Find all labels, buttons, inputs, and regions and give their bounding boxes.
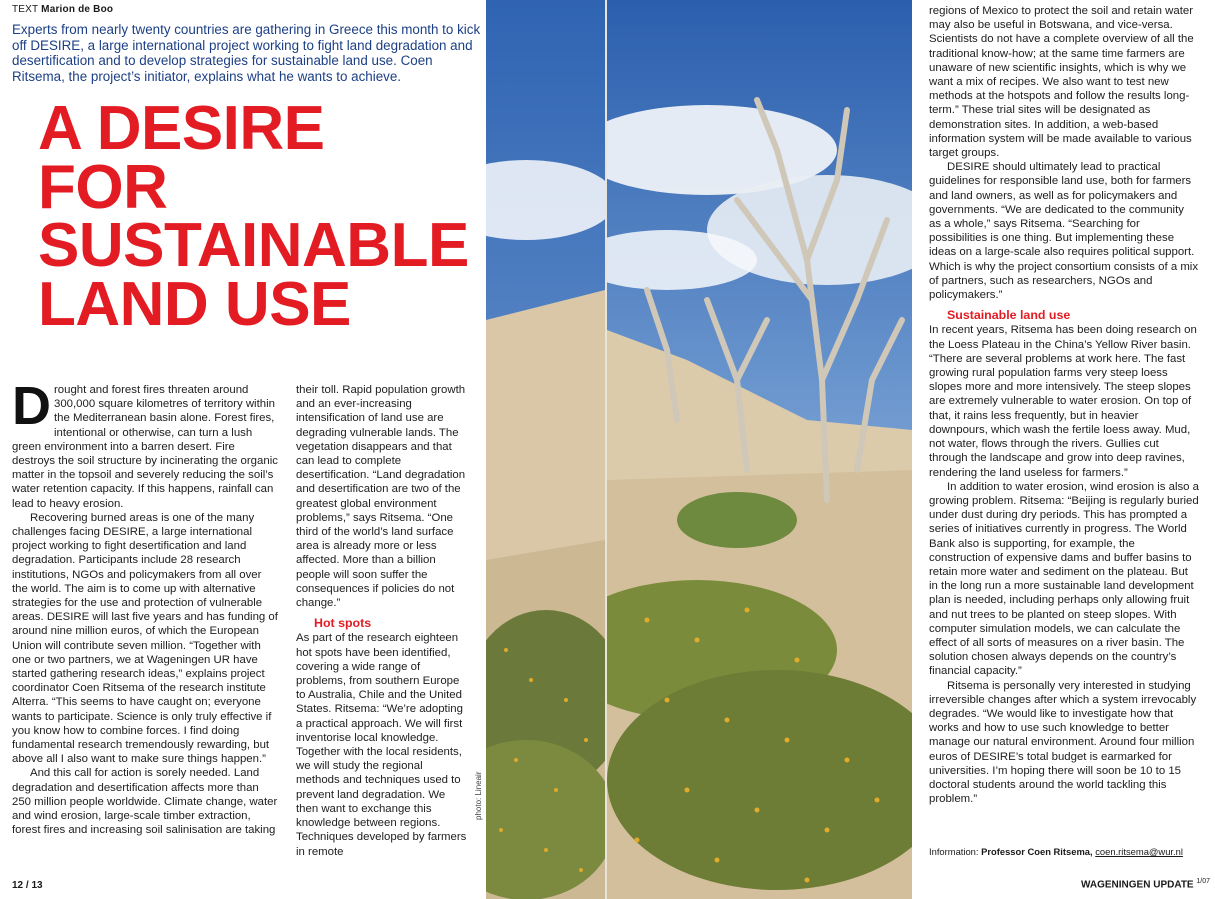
- body-paragraph: [12, 376, 280, 511]
- contact-email-link[interactable]: coen.ritsema@wur.nl: [1095, 846, 1183, 857]
- body-column-3: [929, 4, 1199, 806]
- body-paragraph: And this call for action is sorely needed. Land degradation and desertification affects more than 250 million people worldwide. Climate change, water and wind erosion, large-scale timber extraction, forest fires and increasing soil salinisation are taking: [12, 767, 278, 837]
- photo-illustration: [607, 0, 912, 899]
- drop-cap: D: [12, 376, 51, 436]
- photo-illustration: [486, 0, 605, 899]
- body-column-1: [12, 376, 280, 838]
- author-credit: [12, 4, 113, 15]
- page-numbers: 12 / 13: [12, 880, 43, 891]
- contact-name: Professor Coen Ritsema,: [981, 846, 1093, 857]
- article-title: [38, 94, 478, 339]
- subheading-sustainable-land-use: Sustainable land use: [947, 308, 1071, 323]
- landscape-photo-left: [486, 0, 605, 899]
- body-paragraph: regions of Mexico to protect the soil and retain water may also be useful in Botswana, and vice-versa. Scientists do not have a complete overview of all the traditional know-how; at the same time farmers are unaware of new scientific insights, which is why we want a mix of recipes. We also want to test new methods at the hotspots and follow the results long-term.” These trial sites will be designated as demonstration sites. In addition, a web-based information system will be made available to various target groups.: [929, 5, 1194, 160]
- body-paragraph: DESIRE should ultimately lead to practical guidelines for responsible land use, both for farmers and land owners, as well as for policymakers and governments. “We are dedicated to the community as a whole,” says Ritsema. “Searching for possibilities is one thing. But implementing these ideas on a large-scale also requires political support. Which is why the project consortium consists of a mix of partners, such as researchers, NGOs and policymakers.”: [929, 161, 1199, 302]
- author-name: Marion de Boo: [41, 4, 114, 15]
- landscape-photo-right: [607, 0, 912, 899]
- title-line-4: LAND USE: [38, 269, 351, 339]
- magazine-name: WAGENINGEN UPDATE: [1081, 879, 1194, 891]
- contact-info: [929, 846, 1183, 857]
- body-paragraph: their toll. Rapid population growth and an ever-increasing intensification of land use are degrading vulnerable lands. The vegetation disappears and that can lead to complete desertification. “Land degradation and desertification are two of the greatest global environment problems,” says Ritsema. “One third of the world’s land surface area is already more or less affected. More than a billion people will soon suffer the consequences if policies do not change.”: [296, 384, 466, 610]
- photo-credit: photo: Lineair: [474, 771, 483, 820]
- title-line-3: SUSTAINABLE: [38, 211, 469, 280]
- body-paragraph: In addition to water erosion, wind erosion is also a growing problem. Ritsema: “Beijing is regularly buried under dust during dry periods. This has prompted a series of initiatives currently in progress. The World Bank also is supporting, for example, the construction of expensive dams and buffer basins to retain more water and sediment on the plateau. But in the long run a more sustainable land development plan is needed, including perhaps only allowing fruit and nut trees to be planted on steep slopes. With computer simulation models, we can calculate the effect of all sorts of measures on a river basin. The solution chosen always depends on the country’s financial capacity.”: [929, 480, 1200, 678]
- info-label: Information:: [929, 846, 979, 857]
- intro-paragraph: Experts from nearly twenty countries are gathering in Greece this month to kick off DESIRE, a large international project working to fight land degradation and desertification and to develop strategies for sustainable land use. Coen Ritsema, the project’s initiator, explains what he wants to achieve.: [12, 22, 481, 84]
- body-paragraph: In recent years, Ritsema has been doing research on the Loess Plateau in the China’s Yellow River basin. “There are several problems at work here. The fast growing rural population farms very steep loess slopes more and more intensively. The steep slopes are extremely vulnerable to water erosion. On top of that, it rains less frequently, but in heavier downpours, which wash the fertile loess away. Mud, not water, flows through the rivers. Gullies cut through the landscape and grow into deep ravines, rendering the land useless for farmers.”: [929, 324, 1197, 479]
- title-line-2: FOR: [38, 152, 168, 222]
- issue-number: 1/07: [1196, 878, 1211, 885]
- body-paragraph: As part of the research eighteen hot spots have been identified, covering a wide range of problems, from southern Europe to Australia, Chile and the United States. Ritsema: “We’re adopting a practical approach. We will first inventorise local knowledge. Together with the local residents, we will study the regional methods and techniques used to prevent land degradation. We then want to exchange this knowledge between regions. Techniques developed by farmers in remote: [296, 632, 467, 858]
- title-line-1: A DESIRE: [38, 94, 325, 163]
- body-column-2: [296, 383, 468, 859]
- paragraph-text: rought and forest fires threaten around 300,000 square kilometres of territory within the Mediterranean basin alone. Forest fires, intentional or otherwise, can turn a lush green environment into a barren desert. Fire destroys the soil structure by incinerating the organic matter in the topsoil and severely reducing the soil’s water retention capacity. If this happens, rainfall can lead to heavy erosion.: [12, 384, 278, 510]
- credit-label: TEXT: [12, 4, 39, 15]
- body-paragraph: Ritsema is personally very interested in studying irreversible changes after which a system irrevocably degrades. “We would like to investigate how that works and how to use such knowledge to better manage our natural environment. Around four million euros of DESIRE’s total budget is earmarked for universities. I’m hoping there will soon be 10 to 15 doctoral students around the world tackling this problem.”: [929, 679, 1197, 806]
- subheading-hot-spots: Hot spots: [314, 616, 372, 631]
- body-paragraph: Recovering burned areas is one of the many challenges facing DESIRE, a large international project working to fight desertification and land degradation. Participants include 28 research institutions, NGOs and policymakers from all over the world. The aim is to come up with alternative strategies for the use and protection of vulnerable areas. DESIRE will last five years and has funding of around nine million euros, of which the European Union will contribute seven million. “Together with one or two partners, we at Wageningen UR have started gathering research ideas,” explains project coordinator Coen Ritsema of the research institute Alterra. “This seems to have caught on; everyone wants to participate. Science is only truly effective if you know how to combine forces. I find doing fundamental research tremendously rewarding, but above all I also want to make sure things happen.”: [12, 511, 278, 766]
- magazine-footer: [1081, 878, 1210, 890]
